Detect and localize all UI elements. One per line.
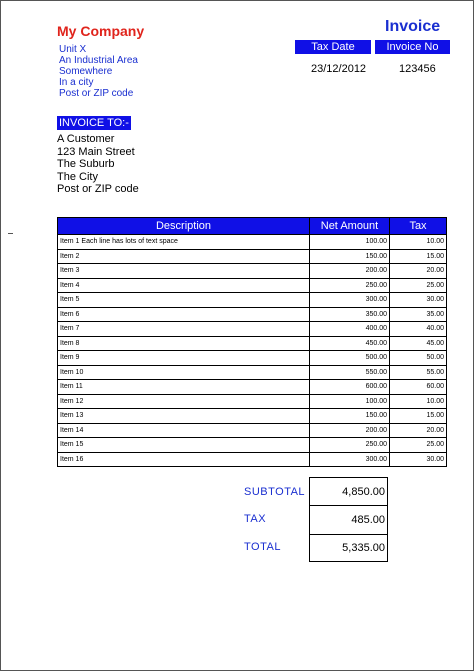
tax-value: 485.00	[309, 505, 388, 535]
table-row	[58, 307, 447, 322]
item-description: Item 9	[58, 351, 310, 366]
item-description: Item 3	[58, 264, 310, 279]
tax-cell: 60.00	[390, 380, 447, 395]
invoice-title: Invoice	[385, 18, 441, 35]
net-amount-cell: 400.00	[310, 322, 390, 337]
company-address-line: In a city	[59, 77, 94, 88]
invoice-no-value: 123456	[399, 63, 436, 75]
tax-cell: 25.00	[390, 278, 447, 293]
tax-date-label: Tax Date	[295, 40, 371, 54]
customer-address-line: The City	[57, 170, 98, 183]
net-amount-cell: 150.00	[310, 249, 390, 264]
tax-cell: 30.00	[390, 293, 447, 308]
table-row	[58, 351, 447, 366]
total-label: TOTAL	[244, 541, 281, 553]
net-amount-cell: 600.00	[310, 380, 390, 395]
tax-date-value: 23/12/2012	[311, 63, 367, 75]
table-row	[58, 409, 447, 424]
tax-cell: 10.00	[390, 394, 447, 409]
tax-label: TAX	[244, 513, 267, 525]
invoice-to-label: INVOICE TO:-	[57, 116, 131, 130]
net-amount-cell: 250.00	[310, 438, 390, 453]
table-row	[58, 293, 447, 308]
line-items-table	[57, 217, 447, 467]
net-amount-cell: 200.00	[310, 423, 390, 438]
tax-cell: 55.00	[390, 365, 447, 380]
tax-cell: 15.00	[390, 249, 447, 264]
company-address	[59, 44, 138, 99]
table-row	[58, 380, 447, 395]
item-description: Item 16	[58, 452, 310, 467]
tax-cell: 15.00	[390, 409, 447, 424]
tax-cell: 10.00	[390, 235, 447, 250]
item-description: Item 10	[58, 365, 310, 380]
item-description: Item 1 Each line has lots of text space	[58, 235, 310, 250]
net-amount-cell: 200.00	[310, 264, 390, 279]
customer-address	[57, 133, 139, 196]
net-amount-cell: 300.00	[310, 293, 390, 308]
table-row	[58, 235, 447, 250]
total-value: 5,335.00	[309, 534, 388, 562]
company-address-line: Somewhere	[59, 66, 113, 77]
net-amount-cell: 450.00	[310, 336, 390, 351]
table-row	[58, 438, 447, 453]
tax-cell: 30.00	[390, 452, 447, 467]
item-description: Item 5	[58, 293, 310, 308]
net-amount-cell: 100.00	[310, 235, 390, 250]
table-row	[58, 394, 447, 409]
item-description: Item 11	[58, 380, 310, 395]
customer-address-line: 123 Main Street	[57, 145, 135, 158]
table-row	[58, 365, 447, 380]
item-description: Item 8	[58, 336, 310, 351]
customer-address-line: Post or ZIP code	[57, 183, 139, 195]
tax-cell: 20.00	[390, 423, 447, 438]
net-amount-cell: 250.00	[310, 278, 390, 293]
company-name: My Company	[57, 23, 145, 39]
company-address-line: Unit X	[59, 44, 87, 55]
item-description: Item 12	[58, 394, 310, 409]
column-header: Tax	[390, 218, 447, 235]
tax-cell: 50.00	[390, 351, 447, 366]
column-header: Net Amount	[310, 218, 390, 235]
table-row	[58, 278, 447, 293]
customer-address-line: A Customer	[57, 133, 115, 145]
item-description: Item 4	[58, 278, 310, 293]
table-row	[58, 423, 447, 438]
margin-mark	[8, 233, 13, 234]
tax-cell: 20.00	[390, 264, 447, 279]
invoice-no-label: Invoice No	[375, 40, 450, 54]
item-description: Item 2	[58, 249, 310, 264]
tax-cell: 35.00	[390, 307, 447, 322]
column-header: Description	[58, 218, 310, 235]
subtotal-label: SUBTOTAL	[244, 486, 306, 498]
customer-address-line: The Suburb	[57, 158, 115, 170]
item-description: Item 13	[58, 409, 310, 424]
net-amount-cell: 300.00	[310, 452, 390, 467]
tax-cell: 45.00	[390, 336, 447, 351]
company-address-line: Post or ZIP code	[59, 88, 134, 99]
table-row	[58, 322, 447, 337]
subtotal-value: 4,850.00	[309, 477, 388, 506]
net-amount-cell: 550.00	[310, 365, 390, 380]
table-row	[58, 452, 447, 467]
net-amount-cell: 350.00	[310, 307, 390, 322]
net-amount-cell: 150.00	[310, 409, 390, 424]
tax-cell: 25.00	[390, 438, 447, 453]
item-description: Item 14	[58, 423, 310, 438]
table-row	[58, 249, 447, 264]
item-description: Item 15	[58, 438, 310, 453]
company-address-line: An Industrial Area	[59, 55, 138, 66]
item-description: Item 6	[58, 307, 310, 322]
table-row	[58, 264, 447, 279]
tax-cell: 40.00	[390, 322, 447, 337]
net-amount-cell: 500.00	[310, 351, 390, 366]
table-row	[58, 336, 447, 351]
item-description: Item 7	[58, 322, 310, 337]
table-header-row	[58, 218, 447, 235]
net-amount-cell: 100.00	[310, 394, 390, 409]
